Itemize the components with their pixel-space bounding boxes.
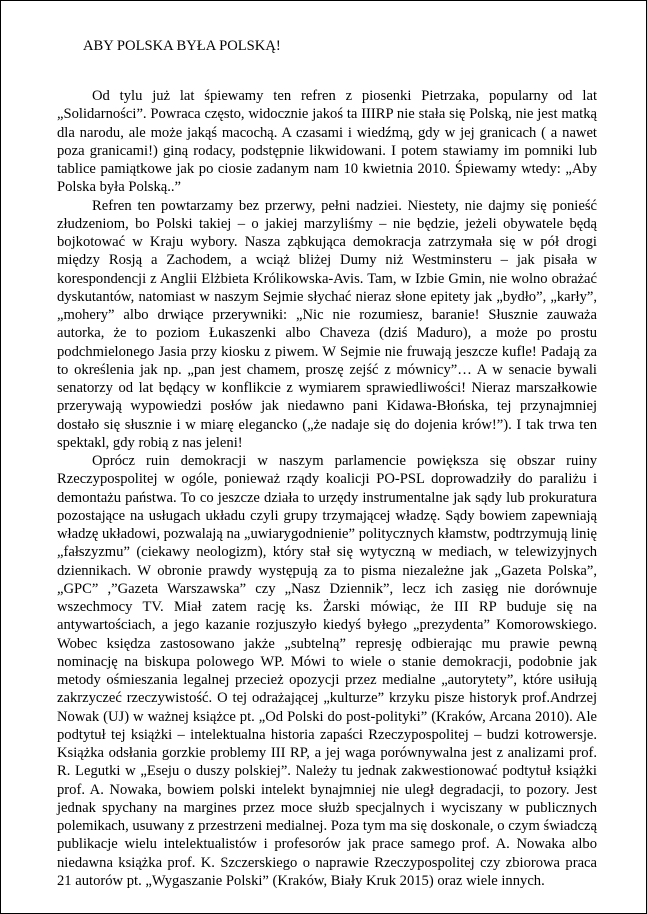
paragraph-2: Refren ten powtarzamy bez przerwy, pełni nadziei. Niestety, nie dajmy się ponieść złudzeniom, bo Polski takiej – o jakiej marzyliśmy – nie będzie, jeżeli obywatele będą bojkotować w Kraju wybory. Nasza ząbkująca demokracja zatrzymała się w pół drogi między Rosją a Zachodem, a wciąż bliżej Dumy niż Westminsteru – jak pisała w korespondencji z Anglii Elżbieta Królikowska-Avis. Tam, w Izbie Gmin, nie wolno obrażać dyskutantów, natomiast w naszym Sejmie słychać nieraz słone epitety jak „bydło”, „karły”, „mohery” albo drwiące przerywniki: „Nic nie rozumiesz, baranie! Słusznie zauważa autorka, że to poziom Łukaszenki albo Chaveza (dziś Maduro), a może po prostu podchmielonego Jasia przy kiosku z piwem. W Sejmie nie fruwają jeszcze kufle! Padają za to określenia jak np. „pan jest chamem, proszę zejść z mównicy”… A w senacie bywali senatorzy od lat będący w konflikcie z wymiarem sprawiedliwości! Nieraz marszałkowie przerywają wypowiedzi posłów jak niedawno pani Kidawa-Błońska, tej przynajmniej dostało się słusznie i w miarę elegancko („że nadaje się do dojenia krów!”). I tak trwa ten spektakl, gdy robią z nas jeleni! — [57, 197, 597, 451]
paragraph-1: Od tylu już lat śpiewamy ten refren z piosenki Pietrzaka, popularny od lat „Solidarności”. Powraca często, widocznie jakoś ta IIIRP nie stała się Polską, nie jest matką dla narodu, ale może jakąś macochą. A czasami i wiedźmą, gdy w jej granicach ( a nawet poza granicami!) giną rodacy, podstępnie likwidowani. I potem stawiamy im pomniki lub tablice pamiątkowe jak po ciosie zadanym nam 10 kwietnia 2010. Śpiewamy wtedy: „Aby Polska była Polską..” — [57, 88, 597, 196]
document-body — [57, 37, 597, 890]
paragraph-3: Oprócz ruin demokracji w naszym parlamencie powiększa się obszar ruiny Rzeczypospolitej w ogóle, ponieważ rządy koalicji PO-PSL doprowadziły do paraliżu i demontażu państwa. To co jeszcze działa to urzędy instrumentalne jak sądy lub prokuratura pozostające na usługach układu czyli grupy trzymającej władzę. Sądy bowiem zapewniają władzę układowi, pozwalają na „uwiarygodnienie” politycznych kłamstw, podtrzymują linię „fałszyzmu” (ciekawy neologizm), który stał się wytyczną w mediach, w telewizyjnych dziennikach. W obronie prawdy występują za to pisma niezależne jak „Gazeta Polska”, „GPC” ,”Gazeta Warszawska” czy „Nasz Dziennik”, lecz ich zasięg nie dorównuje wszechmocy TV. Miał zatem rację ks. Żarski mówiąc, że III RP buduje się na antywartościach, a jego kazanie rozjuszyło kiedyś byłego „prezydenta” Komorowskiego. Wobec księdza zastosowano jakże „subtelną” represję odbierając mu prawie pewną nominację na biskupa polowego WP. Mówi to wiele o stanie demokracji, podobnie jak metody ośmieszania legalnej przecież opozycji przez medialne „autorytety”, które usiłują zakrzyczeć rzeczywistość. O tej odrażającej „kulturze” krzyku pisze historyk prof.Andrzej Nowak (UJ) w ważnej książce pt. „Od Polski do post-polityki” (Kraków, Arcana 2010). Ale podtytuł tej książki – intelektualna historia zapaści Rzeczypospolitej – budzi kotrowersje. Książka odsłania gorzkie problemy III RP, a jej waga porównywalna jest z analizami prof. R. Legutki w „Eseju o duszy polskiej”. Należy tu jednak zakwestionować podtytuł książki prof. A. Nowaka, bowiem polski intelekt bynajmniej nie uległ degradacji, to pozory. Jest jednak spychany na margines przez moce służb specjalnych i wyciszany w publicznych polemikach, usuwany z przestrzeni medialnej. Poza tym ma się doskonale, o czym świadczą publikacje wielu intelektualistów i profesorów jak prace samego prof. A. Nowaka albo niedawna książka prof. K. Szczerskiego o naprawie Rzeczypospolitej czy zbiorowa praca 21 autorów pt. „Wygaszanie Polski” (Kraków, Biały Kruk 2015) oraz wiele innych. — [57, 453, 597, 889]
document-title: ABY POLSKA BYŁA POLSKĄ! — [83, 38, 281, 54]
